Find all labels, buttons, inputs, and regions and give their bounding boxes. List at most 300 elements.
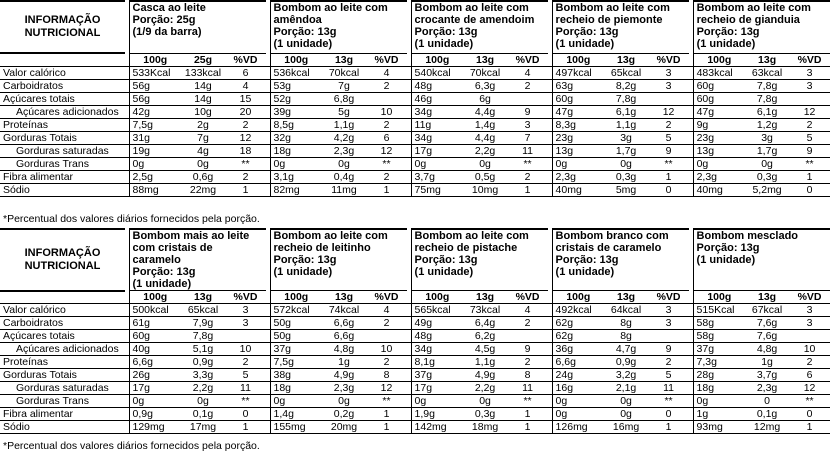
table-cell: 2 [507, 79, 548, 92]
table-cell: 20 [225, 105, 266, 118]
table-cell: 70kcal [463, 66, 507, 79]
table-cell: 2 [366, 118, 407, 131]
table-cell: 12 [366, 144, 407, 157]
table-cell: 1 [507, 183, 548, 196]
table-cell: 4 [507, 304, 548, 317]
product-header [129, 1, 266, 53]
table-cell: 63kcal [745, 66, 789, 79]
table-cell: 16g [552, 382, 604, 395]
table-cell: 4,8g [745, 343, 789, 356]
table-cell: 12 [648, 105, 689, 118]
product-header-row [0, 229, 830, 291]
product-portion: Porção: 25g [132, 14, 196, 26]
table-cell: 2,3g [322, 144, 366, 157]
table-cell: 8,3g [552, 118, 604, 131]
table-cell: 0g [604, 395, 648, 408]
table-cell: 1,1g [604, 118, 648, 131]
table-cell: 142mg [411, 421, 463, 434]
table-cell: 38g [270, 369, 322, 382]
table-cell: 39g [270, 105, 322, 118]
table-cell: 4g [181, 144, 225, 157]
footnote-2: *Percentual dos valores diários fornecidos pela porção. [3, 440, 260, 452]
table-cell: 4,8g [322, 343, 366, 356]
table-cell: 7,8g [604, 92, 648, 105]
product-units: (1 unidade) [132, 278, 192, 290]
table-cell: 7,8g [745, 92, 789, 105]
table-cell: 2 [225, 356, 266, 369]
table-cell: 2,5g [129, 170, 181, 183]
table-cell: 3g [604, 131, 648, 144]
table-cell: 2 [366, 356, 407, 369]
table-row [0, 144, 830, 157]
column-header: %VD [507, 291, 548, 304]
table-cell: 12 [366, 382, 407, 395]
table-row [0, 118, 830, 131]
table-cell: 60g [129, 330, 181, 343]
table-cell: 2 [225, 170, 266, 183]
table-cell: 0g [552, 157, 604, 170]
table-cell: 20mg [322, 421, 366, 434]
column-header: 100g [129, 53, 181, 66]
table-cell: 6,1g [745, 105, 789, 118]
table-cell: 26g [129, 369, 181, 382]
product-name: Bombom ao leite com recheio de gianduia [696, 2, 811, 26]
table-cell: 75mg [411, 183, 463, 196]
table-cell: 3 [648, 79, 689, 92]
product-header-row [0, 1, 830, 53]
table-cell: 0g [181, 395, 225, 408]
table-title: INFORMAÇÃO NUTRICIONAL [0, 229, 125, 291]
table-cell: 10 [366, 105, 407, 118]
table-cell: 0,3g [604, 170, 648, 183]
table-cell: 93mg [693, 421, 745, 434]
table-cell [789, 92, 830, 105]
table-cell: 18mg [463, 421, 507, 434]
table-cell: 15 [225, 92, 266, 105]
column-header: 100g [693, 53, 745, 66]
table-cell: 8,2g [604, 79, 648, 92]
product-units: (1 unidade) [273, 266, 333, 278]
table-cell: 7,5g [270, 356, 322, 369]
table-cell: 34g [411, 131, 463, 144]
table-cell: 0g [745, 157, 789, 170]
table-cell: 572kcal [270, 304, 322, 317]
table-cell: 497kcal [552, 66, 604, 79]
table-cell: 1,1g [322, 118, 366, 131]
row-label: Gorduras Trans [0, 157, 125, 170]
table-cell: 2g [181, 118, 225, 131]
table-row [0, 170, 830, 183]
row-label: Gorduras Totais [0, 131, 125, 144]
table-cell: 0g [411, 157, 463, 170]
table-cell: 17g [411, 382, 463, 395]
row-label: Açúcares totais [0, 330, 125, 343]
product-header [129, 229, 266, 291]
table-cell: 6g [463, 92, 507, 105]
column-header: 100g [270, 53, 322, 66]
table-cell: 5,2mg [745, 183, 789, 196]
table-cell: 18g [693, 382, 745, 395]
table-cell: 0,9g [181, 356, 225, 369]
table-cell: 11mg [322, 183, 366, 196]
table-row [0, 92, 830, 105]
table-cell: 11 [225, 382, 266, 395]
table-row [0, 330, 830, 343]
table-cell: 62g [552, 317, 604, 330]
table-cell: 50g [270, 330, 322, 343]
table-cell: 34g [411, 105, 463, 118]
table-cell: 129mg [129, 421, 181, 434]
table-cell: 74kcal [322, 304, 366, 317]
table-cell: 40g [129, 343, 181, 356]
table-row [0, 395, 830, 408]
table-cell: 12 [225, 131, 266, 144]
table-cell: ** [507, 157, 548, 170]
table-cell: 3 [789, 317, 830, 330]
row-label: Açúcares adicionados [0, 343, 125, 356]
table-cell: 2,2g [181, 382, 225, 395]
table-cell: 10mg [463, 183, 507, 196]
table-cell: 49g [411, 317, 463, 330]
table-cell: 11g [411, 118, 463, 131]
table-cell: 4,9g [463, 369, 507, 382]
table-cell: 1 [648, 170, 689, 183]
column-header: %VD [225, 291, 266, 304]
table-cell: 0,1g [745, 408, 789, 421]
table-cell: 0g [181, 157, 225, 170]
table-cell: 1,9g [411, 408, 463, 421]
product-units: (1 unidade) [273, 38, 333, 50]
row-label: Açúcares totais [0, 92, 125, 105]
column-header: 100g [693, 291, 745, 304]
table-cell: 6,6g [322, 330, 366, 343]
table-cell [507, 330, 548, 343]
table-cell: 7,8g [745, 79, 789, 92]
table-cell: 7,6g [745, 317, 789, 330]
table-cell: 9 [648, 144, 689, 157]
product-name: Bombom mesclado [696, 230, 799, 242]
table-cell: 65kcal [604, 66, 648, 79]
table-cell: 56g [129, 92, 181, 105]
table-row [0, 66, 830, 79]
table-cell: 4,5g [463, 343, 507, 356]
table-cell: 1,2g [745, 118, 789, 131]
table-cell: 1,7g [604, 144, 648, 157]
product-units: (1 unidade) [696, 38, 756, 50]
table-cell: 0,3g [745, 170, 789, 183]
table-cell: 0g [693, 395, 745, 408]
table-row [0, 79, 830, 92]
table-cell: 0g [129, 395, 181, 408]
table-cell: 62g [552, 330, 604, 343]
table-cell: 28g [693, 369, 745, 382]
table-cell: 126mg [552, 421, 604, 434]
table-cell: 17mg [181, 421, 225, 434]
table-cell: 0g [129, 157, 181, 170]
table-cell: 5 [789, 131, 830, 144]
table-cell: 47g [552, 105, 604, 118]
table-cell: 2 [789, 118, 830, 131]
table-cell: 18g [270, 144, 322, 157]
table-cell: 2 [507, 317, 548, 330]
table-cell: 4,2g [322, 131, 366, 144]
table-cell: 63g [552, 79, 604, 92]
row-label: Gorduras Trans [0, 395, 125, 408]
table-cell: 10 [366, 343, 407, 356]
table-cell: 1 [366, 421, 407, 434]
column-header: 100g [129, 291, 181, 304]
row-label: Gorduras saturadas [0, 144, 125, 157]
table-cell: 5 [648, 369, 689, 382]
product-portion: Porção: 13g [696, 26, 760, 38]
table-cell: 9 [507, 105, 548, 118]
table-cell: 565kcal [411, 304, 463, 317]
column-header: 100g [552, 53, 604, 66]
table-cell: 1g [745, 356, 789, 369]
table-cell: 1 [789, 421, 830, 434]
table-cell: 2 [789, 356, 830, 369]
table-cell: 23g [552, 131, 604, 144]
table-cell: 492kcal [552, 304, 604, 317]
table-cell: 17g [129, 382, 181, 395]
table-cell: 65kcal [181, 304, 225, 317]
product-units: (1 unidade) [555, 38, 615, 50]
table-row [0, 105, 830, 118]
table-cell: 4 [366, 304, 407, 317]
table-cell: 6,6g [322, 317, 366, 330]
table-cell: 3 [648, 317, 689, 330]
table-cell: 11 [648, 382, 689, 395]
nutrition-table-1 [0, 0, 830, 197]
table-cell: 3,1g [270, 170, 322, 183]
table-cell: 24g [552, 369, 604, 382]
table-cell: 4,7g [604, 343, 648, 356]
table-cell: 7,6g [745, 330, 789, 343]
table-cell: 5 [225, 369, 266, 382]
table-cell: 0,6g [181, 170, 225, 183]
table-cell: 0g [552, 408, 604, 421]
row-label: Sódio [0, 421, 125, 434]
table-cell: 0 [648, 183, 689, 196]
table-cell: 58g [693, 330, 745, 343]
table-cell: 11 [507, 382, 548, 395]
table-cell: 58g [693, 317, 745, 330]
table-cell: 88mg [129, 183, 181, 196]
table-title: INFORMAÇÃO NUTRICIONAL [0, 1, 125, 53]
table-cell: 32g [270, 131, 322, 144]
product-header [411, 229, 548, 291]
column-header: 100g [270, 291, 322, 304]
table-cell: 61g [129, 317, 181, 330]
table-cell: 12 [789, 105, 830, 118]
table-cell: 0g [411, 395, 463, 408]
table-cell: 4,4g [463, 131, 507, 144]
table-cell: 2,3g [745, 382, 789, 395]
product-units: (1 unidade) [696, 254, 756, 266]
table-cell: 0g [270, 157, 322, 170]
table-cell [789, 330, 830, 343]
table-cell: 3 [789, 79, 830, 92]
table-cell [648, 330, 689, 343]
table-cell: 0,9g [129, 408, 181, 421]
table-cell: 0g [552, 395, 604, 408]
table-cell: 1,7g [745, 144, 789, 157]
table-cell: 8g [604, 317, 648, 330]
product-portion: Porção: 13g [555, 26, 619, 38]
product-units: (1/9 da barra) [132, 26, 202, 38]
product-name: Bombom mais ao leite com cristais de caramelo [132, 230, 250, 266]
table-cell: 9 [648, 343, 689, 356]
table-cell: 2,2g [463, 144, 507, 157]
table-cell: 1 [366, 408, 407, 421]
table-cell: 7g [181, 131, 225, 144]
column-header: %VD [648, 53, 689, 66]
table-cell: 515Kcal [693, 304, 745, 317]
row-label: Valor calórico [0, 66, 125, 79]
table-cell: 0,4g [322, 170, 366, 183]
table-cell: 8,5g [270, 118, 322, 131]
table-cell: 1,4g [270, 408, 322, 421]
row-label: Carboidratos [0, 79, 125, 92]
column-header: 100g [411, 53, 463, 66]
table-cell: 500kcal [129, 304, 181, 317]
table-cell: 2 [507, 170, 548, 183]
table-cell: 536kcal [270, 66, 322, 79]
product-name: Casca ao leite [132, 2, 206, 14]
table-cell: 3,7g [411, 170, 463, 183]
table-cell: 1g [693, 408, 745, 421]
column-header: %VD [789, 53, 830, 66]
column-header: %VD [789, 291, 830, 304]
table-cell: ** [225, 157, 266, 170]
table-cell: 7,8g [181, 330, 225, 343]
table-cell: 2,3g [693, 170, 745, 183]
column-header: 13g [604, 291, 648, 304]
table-cell: 0g [322, 395, 366, 408]
table-cell: 5mg [604, 183, 648, 196]
table-cell: 40mg [552, 183, 604, 196]
table-cell: 7g [322, 79, 366, 92]
table-row [0, 356, 830, 369]
table-cell: 6,8g [322, 92, 366, 105]
table-cell: 4,4g [463, 105, 507, 118]
table-cell: 7,9g [181, 317, 225, 330]
table-cell: 2,1g [604, 382, 648, 395]
table-cell: 3g [745, 131, 789, 144]
table-cell: 1 [366, 183, 407, 196]
table-cell: 0g [604, 157, 648, 170]
table-cell: 7,5g [129, 118, 181, 131]
table-cell: 22mg [181, 183, 225, 196]
table-row [0, 157, 830, 170]
table-cell: 14g [181, 79, 225, 92]
product-portion: Porção: 13g [414, 26, 478, 38]
table-cell: 6,3g [463, 79, 507, 92]
column-header-row [0, 291, 830, 304]
table-cell: 31g [129, 131, 181, 144]
row-label: Proteínas [0, 118, 125, 131]
table-row [0, 369, 830, 382]
table-cell: 0g [270, 395, 322, 408]
table-cell: 155mg [270, 421, 322, 434]
table-cell: ** [366, 395, 407, 408]
table-cell: 18 [225, 144, 266, 157]
column-header: 100g [552, 291, 604, 304]
table-cell: 64kcal [604, 304, 648, 317]
table-cell: 9g [693, 118, 745, 131]
table-cell: 9 [507, 343, 548, 356]
table-cell [366, 92, 407, 105]
table-cell: 37g [270, 343, 322, 356]
table-cell: 0 [789, 183, 830, 196]
table-cell: 5g [322, 105, 366, 118]
table-cell: 1 [507, 421, 548, 434]
table-cell: 37g [411, 369, 463, 382]
table-cell: 56g [129, 79, 181, 92]
table-cell: 18g [270, 382, 322, 395]
table-cell: 0 [745, 395, 789, 408]
footnote-1: *Percentual dos valores diários fornecidos pela porção. [3, 213, 260, 225]
table-cell: 1,4g [463, 118, 507, 131]
column-header: 13g [322, 291, 366, 304]
product-name: Bombom ao leite com recheio de piemonte [555, 2, 670, 26]
column-header: 13g [604, 53, 648, 66]
table-cell: 1 [225, 183, 266, 196]
table-cell: 0g [463, 157, 507, 170]
table-cell: 5 [648, 131, 689, 144]
product-name: Bombom ao leite com crocante de amendoim [414, 2, 535, 26]
table-cell: 2 [366, 79, 407, 92]
row-label: Carboidratos [0, 317, 125, 330]
column-header: %VD [507, 53, 548, 66]
product-units: (1 unidade) [555, 266, 615, 278]
table-cell: 46g [411, 92, 463, 105]
table-cell [507, 92, 548, 105]
table-cell: 53g [270, 79, 322, 92]
table-cell: 3,7g [745, 369, 789, 382]
table-row [0, 382, 830, 395]
column-header: 13g [322, 53, 366, 66]
table-cell: 6 [789, 369, 830, 382]
table-cell: 9 [789, 144, 830, 157]
table-cell: 1 [507, 408, 548, 421]
column-header: 13g [745, 291, 789, 304]
column-header: %VD [366, 53, 407, 66]
product-header [693, 229, 830, 291]
table-cell: 3,2g [604, 369, 648, 382]
product-name: Bombom ao leite com recheio de leitinho [273, 230, 388, 254]
table-cell: 3,3g [181, 369, 225, 382]
table-cell: 10 [789, 343, 830, 356]
table-cell: 4 [507, 66, 548, 79]
product-units: (1 unidade) [414, 38, 474, 50]
table-cell: 3 [225, 317, 266, 330]
table-cell [225, 330, 266, 343]
table-cell: ** [366, 157, 407, 170]
table-row [0, 421, 830, 434]
table-cell: 2 [648, 118, 689, 131]
table-cell: 6 [225, 66, 266, 79]
table-cell: ** [648, 395, 689, 408]
column-header: %VD [366, 291, 407, 304]
column-header: 13g [463, 291, 507, 304]
column-header: 100g [411, 291, 463, 304]
table-cell: 70kcal [322, 66, 366, 79]
table-cell: 0,9g [604, 356, 648, 369]
column-header: 13g [181, 291, 225, 304]
table-cell: 8g [604, 330, 648, 343]
table-row [0, 408, 830, 421]
